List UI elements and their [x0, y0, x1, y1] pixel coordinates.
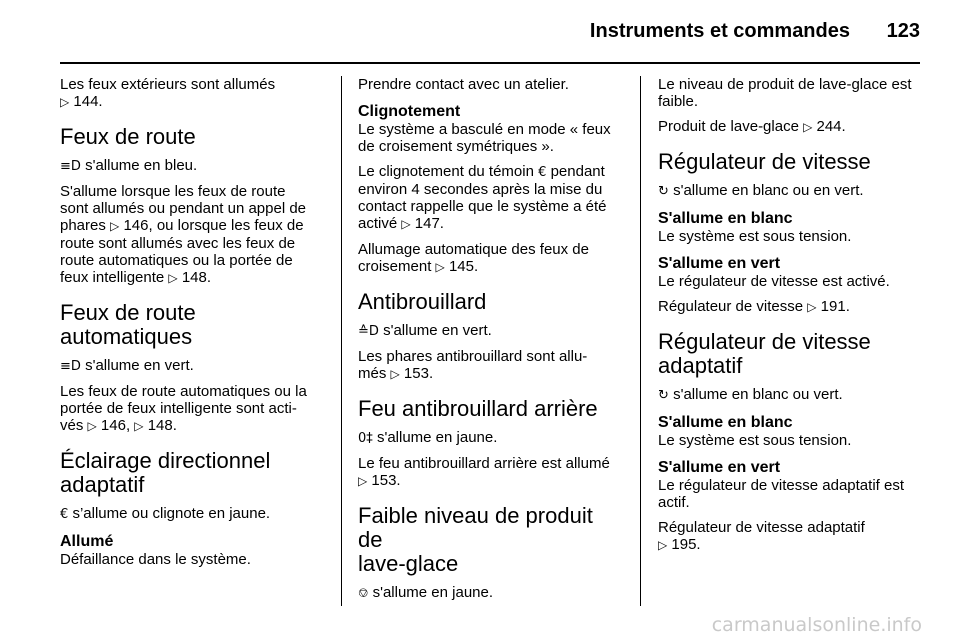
- reference-arrow-icon: ▷: [134, 419, 144, 433]
- column-divider-2: [640, 76, 641, 606]
- page-link[interactable]: 191.: [820, 298, 850, 315]
- paragraph: Régulateur de vitesse adaptatif ▷ 195.: [658, 519, 865, 553]
- paragraph: Le niveau de produit de lave-glace est faible.: [658, 76, 912, 110]
- paragraph: Le système est sous tension.: [658, 228, 852, 245]
- reference-arrow-icon: ▷: [87, 419, 97, 433]
- page-header: [0, 0, 960, 62]
- paragraph: Allumage automatique des feux de croisement ▷ 145.: [358, 241, 589, 275]
- cruise-control-icon: ↻: [658, 388, 669, 403]
- heading-feu-arriere: Feu antibrouillard arrière: [358, 396, 598, 421]
- paragraph: Régulateur de vitesse ▷ 191.: [658, 298, 850, 315]
- page-link[interactable]: 148.: [147, 417, 177, 434]
- page-link[interactable]: 146, ou lorsque les feux de: [123, 217, 304, 234]
- heading-feux-route-auto: Feux de route automatiques: [60, 300, 196, 349]
- adaptive-forward-lighting-icon: €: [538, 165, 547, 180]
- heading-regulateur-adaptatif: Régulateur de vitesse adaptatif: [658, 329, 871, 378]
- page-link[interactable]: 153.: [371, 472, 401, 489]
- auto-high-beam-icon: ≡D: [60, 359, 81, 374]
- subheading-clignotement: Clignotement: [358, 103, 461, 120]
- intro-text: Les feux extérieurs sont allumés ▷ 144.: [60, 76, 276, 110]
- heading-regulateur: Régulateur de vitesse: [658, 149, 871, 174]
- heading-eclairage-adaptatif: Éclairage directionnel adaptatif: [60, 448, 271, 497]
- paragraph: Les feux de route automatiques ou la portée de feux intelligente sont acti- vés ▷ 146, ▷ 148.: [60, 383, 307, 434]
- subheading-vert: S'allume en vert: [658, 459, 781, 476]
- page-link[interactable]: 153.: [403, 365, 434, 382]
- paragraph: Le feu antibrouillard arrière est allumé ▷ 153.: [358, 455, 610, 489]
- page-link[interactable]: 244.: [816, 118, 846, 135]
- heading-antibrouillard: Antibrouillard: [358, 289, 487, 314]
- column-divider-1: [341, 76, 342, 606]
- paragraph: Le clignotement du témoin € pendant environ 4 secondes après la mise du contact rappelle que le système a été activé ▷ 147.: [358, 163, 607, 232]
- reference-arrow-icon: ▷: [435, 260, 445, 274]
- paragraph: Le système a basculé en mode « feux de croisement symétriques ».: [358, 121, 611, 155]
- rear-fog-icon: 0‡: [358, 431, 373, 446]
- page-link[interactable]: 145.: [448, 258, 479, 275]
- heading-lave-glace: Faible niveau de produit de lave-glace: [358, 503, 593, 576]
- reference-arrow-icon: ▷: [358, 474, 368, 488]
- paragraph: Les phares antibrouillard sont allu- més ▷ 153.: [358, 348, 588, 382]
- reference-arrow-icon: ▷: [60, 95, 70, 109]
- column-2: Prendre contact avec un atelier. Clignotement Le système a basculé en mode « feux de croisement symétriques ». Le clignotement du témoin € pendant environ 4 secondes après la mise du contact rappelle que le système a été activé ▷ 147. Allumage automatique des feux de croisement ▷ 145. Antibrouillard ≙D s'allume en vert. Les phares antibrouillard sont allu- més ▷ 153. Feu antibrouillard arrière 0‡ s'allume en jaune. Le feu antibrouillard arrière est allumé ▷ 153. Faible niveau de produit de lave-glace ⎊ s'allume en jaune.: [358, 76, 622, 610]
- reference-arrow-icon: ▷: [401, 217, 411, 231]
- paragraph: Produit de lave-glace ▷ 244.: [658, 118, 846, 135]
- reference-arrow-icon: ▷: [110, 219, 120, 233]
- washer-fluid-icon: ⎊: [358, 586, 369, 601]
- subheading-allume: Allumé: [60, 533, 114, 550]
- column-1: Les feux extérieurs sont allumés ▷ 144. Feux de route ≡D s'allume en bleu. S'allume lorsque les feux de route sont allumés ou pendant un appel de phares ▷ 146, ou lorsque les feux de route sont allumés avec les feux de route automatiques ou la portée de feux intelligente ▷ 148. Feux de route automatiques ≡D s'allume en vert. Les feux de route automatiques ou la portée de feux intelligente sont acti- vés ▷ 146, ▷ 148. Éclairage directionnel adaptatif € s’allume ou clignote en jaune. Allumé Défaillance dans le système.: [60, 76, 324, 576]
- header-rule: [60, 62, 920, 64]
- page-link[interactable]: 195.: [671, 536, 701, 553]
- subheading-vert: S'allume en vert: [658, 255, 781, 272]
- reference-arrow-icon: ▷: [168, 271, 178, 285]
- column-3: Le niveau de produit de lave-glace est faible. Produit de lave-glace ▷ 244. Régulateur de vitesse ↻ s'allume en blanc ou en vert. S'allume en blanc Le système est sous tension. S'allume en vert Le régulateur de vitesse est activé. Régulateur de vitesse ▷ 191. Régulateur de vitesse adaptatif ↻ s'allume en blanc ou vert. S'allume en blanc Le système est sous tension. S'allume en vert Le régulateur de vitesse adaptatif est actif. Régulateur de vitesse adaptatif ▷ 195.: [658, 76, 922, 562]
- page-link[interactable]: 148.: [181, 269, 212, 286]
- front-fog-icon: ≙D: [358, 324, 379, 339]
- paragraph: S'allume lorsque les feux de route sont allumés ou pendant un appel de phares ▷ 146, ou lorsque les feux de route sont allumés avec les feux de route automatiques ou la portée de feux intelligente ▷ 148.: [60, 183, 307, 286]
- page-title: Instruments et commandes: [589, 20, 850, 42]
- paragraph: Prendre contact avec un atelier.: [358, 76, 569, 93]
- cruise-control-icon: ↻: [658, 184, 669, 199]
- subheading-blanc: S'allume en blanc: [658, 414, 793, 431]
- reference-arrow-icon: ▷: [658, 538, 668, 552]
- page-link[interactable]: 146,: [100, 417, 131, 434]
- reference-arrow-icon: ▷: [803, 120, 813, 134]
- paragraph: Le régulateur de vitesse est activé.: [658, 273, 890, 290]
- reference-arrow-icon: ▷: [390, 367, 400, 381]
- subheading-blanc: S'allume en blanc: [658, 210, 793, 227]
- page-number: 123: [886, 20, 920, 42]
- watermark: carmanualsonline.info: [711, 614, 922, 636]
- high-beam-icon: ≡D: [60, 159, 81, 174]
- heading-feux-de-route: Feux de route: [60, 124, 196, 149]
- page-link[interactable]: 144.: [73, 93, 103, 110]
- paragraph: Défaillance dans le système.: [60, 551, 251, 568]
- paragraph: Le système est sous tension.: [658, 432, 852, 449]
- page-link[interactable]: 147.: [414, 215, 444, 232]
- reference-arrow-icon: ▷: [807, 300, 817, 314]
- paragraph: Le régulateur de vitesse adaptatif est actif.: [658, 477, 904, 511]
- adaptive-forward-lighting-icon: €: [60, 507, 69, 522]
